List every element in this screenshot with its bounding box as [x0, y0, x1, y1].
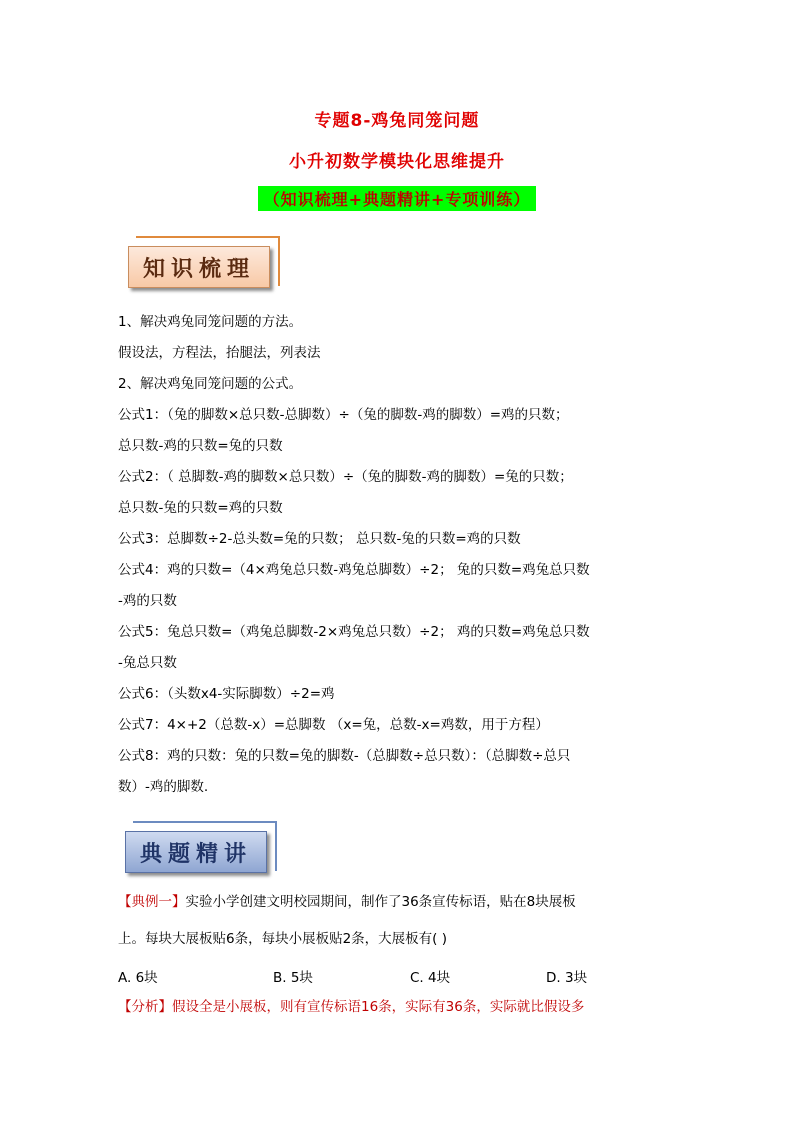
option-b: B. 5块: [273, 970, 313, 986]
document-title: 专题8-鸡兔同笼问题: [314, 111, 480, 131]
option-d: D. 3块: [546, 970, 588, 986]
examples-section-label: 典题精讲: [125, 831, 267, 873]
document-tagline-wrap: [0, 186, 794, 211]
document-subtitle: 小升初数学模块化思维提升: [289, 152, 505, 172]
knowledge-line: 公式5：兔总只数=（鸡兔总脚数-2×鸡兔总只数）÷2； 鸡的只数=鸡兔总只数: [118, 624, 590, 640]
example-question-line: 上。每块大展板贴6条，每块小展板贴2条，大展板有( ): [118, 931, 448, 947]
document-tagline: （知识梳理+典题精讲+专项训练）: [258, 186, 537, 211]
analysis-line: [118, 998, 698, 1016]
examples-section-badge: [125, 825, 275, 873]
knowledge-line: 公式2：（ 总脚数-鸡的脚数×总只数）÷（兔的脚数-鸡的脚数）=兔的只数；: [118, 469, 573, 485]
option-c: C. 4块: [410, 970, 451, 986]
analysis-tag: 【分析】: [118, 999, 172, 1015]
knowledge-line: 公式3：总脚数÷2-总头数=兔的只数； 总只数-兔的只数=鸡的只数: [118, 531, 521, 547]
example-text: 实验小学创建文明校园期间，制作了36条宣传标语，贴在8块展板: [185, 894, 576, 910]
option-a: A. 6块: [118, 970, 158, 986]
knowledge-line: -兔总只数: [118, 655, 177, 671]
analysis-text: 假设全是小展板，则有宣传标语16条，实际有36条，实际就比假设多: [172, 999, 585, 1015]
knowledge-section-badge: [128, 240, 278, 288]
knowledge-line: 总只数-鸡的只数=兔的只数: [118, 438, 283, 454]
knowledge-line: 1、解决鸡兔同笼问题的方法。: [118, 314, 303, 330]
knowledge-section-label: 知识梳理: [128, 246, 270, 288]
example-tag: 【典例一】: [118, 894, 186, 910]
knowledge-line: -鸡的只数: [118, 593, 177, 609]
knowledge-line: 数）-鸡的脚数.: [118, 779, 209, 795]
knowledge-line: 公式8：鸡的只数：兔的只数=兔的脚数-（总脚数÷总只数）：（总脚数÷总只: [118, 748, 571, 764]
knowledge-line: 总只数-兔的只数=鸡的只数: [118, 500, 283, 516]
knowledge-line: 公式1：（兔的脚数×总只数-总脚数）÷（兔的脚数-鸡的脚数）=鸡的只数；: [118, 407, 569, 423]
knowledge-line: 2、解决鸡兔同笼问题的公式。: [118, 376, 303, 392]
knowledge-line: 公式4：鸡的只数=（4×鸡兔总只数-鸡兔总脚数）÷2； 兔的只数=鸡兔总只数: [118, 562, 590, 578]
knowledge-line: 公式7：4×+2（总数-x）=总脚数 （x=兔，总数-x=鸡数，用于方程）: [118, 717, 549, 733]
knowledge-line: 公式6：（头数x4-实际脚数）÷2=鸡: [118, 686, 335, 702]
knowledge-line: 假设法，方程法，抬腿法，列表法: [118, 345, 321, 361]
example-question-line: [118, 893, 698, 911]
